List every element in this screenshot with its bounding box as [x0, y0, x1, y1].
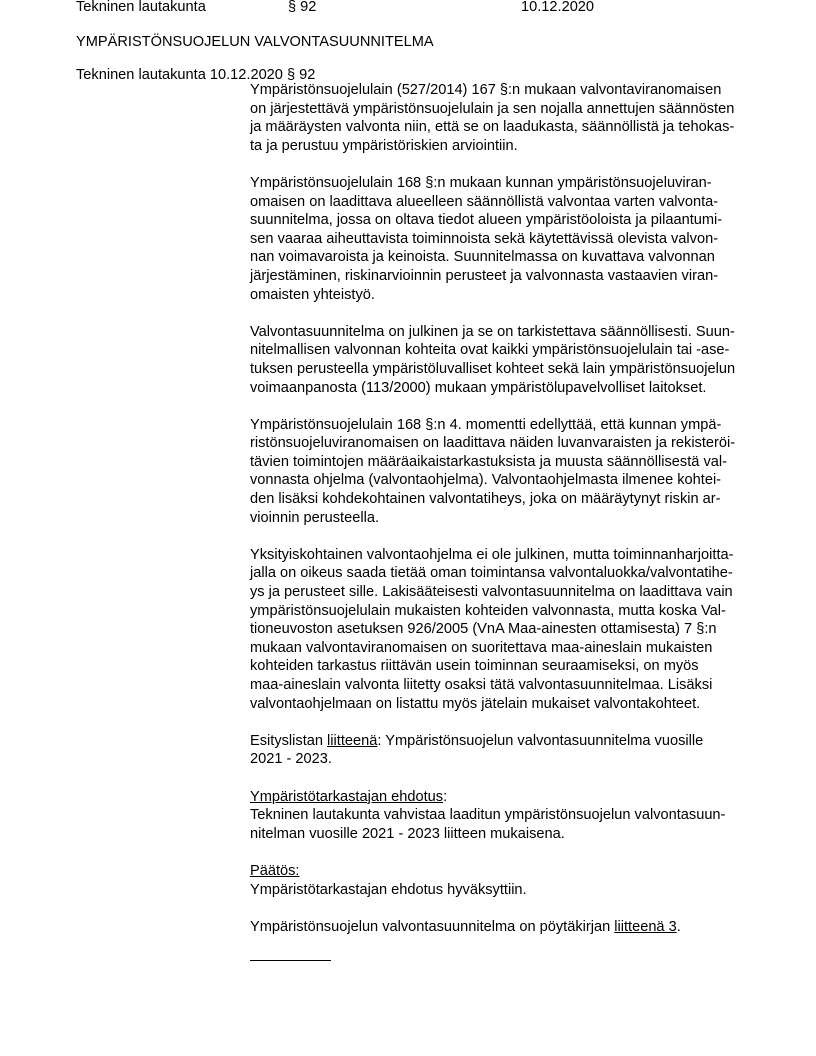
text-line: vioinnin perusteella.: [250, 509, 379, 526]
paragraph-4: [250, 416, 760, 528]
text-line: maa-aineslain valvonta liitetty osaksi tätä valvontasuunnitelmaa. Lisäksi: [250, 677, 713, 693]
text-line: omaisen on laadittava alueelleen säännöllistä valvontaa varten valvonta-: [250, 193, 719, 210]
appendix-suffix: .: [676, 918, 681, 935]
attachment-prefix: Esityslistan: [250, 732, 328, 749]
attachment-suffix: : Ympäristönsuojelun valvontasuunnitelma vuosille: [377, 732, 704, 749]
text-line: omaisten yhteistyö.: [250, 286, 375, 303]
proposal-colon: :: [443, 788, 448, 805]
attachment-link[interactable]: liitteenä: [327, 732, 378, 749]
proposal-text: nitelman vuosille 2021 - 2023 liitteen mukaisena.: [250, 825, 565, 842]
appendix-prefix: Ympäristönsuojelun valvontasuunnitelma on pöytäkirjan: [250, 918, 615, 935]
text-line: tioneuvoston asetuksen 926/2005 (VnA Maa-ainesten ottamisesta) 7 §:n: [250, 621, 717, 638]
text-line: voimaanpanosta (113/2000) mukaan ympäristölupavelvolliset laitokset.: [250, 379, 707, 396]
text-line: ja määräysten valvonta niin, että se on laadukasta, säännöllistä ja tehokas-: [250, 119, 735, 136]
attachment-note: [250, 732, 760, 769]
text-line: jalla on oikeus saada tietää oman toimintansa valvontaluokka/valvontatihe-: [250, 565, 733, 582]
decision-heading: Päätös:: [250, 862, 300, 879]
attachment-years: 2021 - 2023.: [250, 751, 332, 768]
header-date: 10.12.2020: [521, 0, 595, 15]
text-line: tuksen perusteella ympäristöluvalliset kohteet sekä lain ympäristönsuojelun: [250, 360, 736, 377]
proposal-section: [250, 788, 760, 844]
text-line: nan voimavaroista ja keinoista. Suunnitelmassa on kuvattava valvonnan: [250, 249, 715, 266]
paragraph-3: [250, 323, 760, 397]
header-section: § 92: [288, 0, 317, 15]
text-line: ta ja perustuu ympäristöriskien arviointiin.: [250, 137, 518, 154]
text-line: ys ja perusteet sille. Lakisääteisesti valvontasuunnitelma on laadittava vain: [250, 584, 733, 601]
proposal-heading-line: [250, 788, 760, 807]
text-line: Yksityiskohtainen valvontaohjelma ei ole julkinen, mutta toiminnanharjoitta-: [250, 546, 734, 563]
paragraph-2: [250, 174, 760, 304]
text-line: kohteiden tarkastus riittävän usein toiminnan seuraamiseksi, on myös: [250, 658, 699, 675]
text-line: Ympäristönsuojelulain 168 §:n mukaan kunnan ympäristönsuojeluviran-: [250, 174, 712, 191]
document-body: [250, 81, 760, 961]
appendix-link[interactable]: liitteenä 3: [614, 918, 677, 935]
appendix-note-line: [250, 918, 760, 937]
paragraph-1: [250, 81, 760, 155]
text-line: vonnasta ohjelma (valvontaohjelma). Valvontaohjelmasta ilmenee kohtei-: [250, 472, 722, 489]
text-line: Ympäristönsuojelulain (527/2014) 167 §:n mukaan valvontaviranomaisen: [250, 82, 722, 98]
meeting-reference: Tekninen lautakunta 10.12.2020 § 92: [76, 67, 316, 83]
paragraph-5: [250, 546, 760, 713]
text-line: suunnitelma, jossa on oltava tiedot alueen ympäristöoloista ja pilaantumi-: [250, 212, 723, 229]
attachment-note-line: [250, 732, 760, 751]
page-title: YMPÄRISTÖNSUOJELUN VALVONTASUUNNITELMA: [76, 34, 434, 50]
text-line: nitelmallisen valvonnan kohteita ovat kaikki ympäristönsuojelulain tai -ase-: [250, 342, 730, 359]
text-line: ristönsuojeluviranomaisen on laadittava näiden luvanvaraisten ja rekisteröi-: [250, 435, 736, 452]
text-line: valvontaohjelmaan on listattu myös jätelain mukaiset valvontakohteet.: [250, 695, 701, 712]
decision-section: [250, 862, 760, 899]
text-line: Valvontasuunnitelma on julkinen ja se on tarkistettava säännöllisesti. Suun-: [250, 323, 735, 340]
text-line: järjestäminen, riskinarvioinnin perusteet ja valvonnasta vastaavien viran-: [250, 267, 719, 284]
proposal-text: Tekninen lautakunta vahvistaa laaditun ympäristönsuojelun valvontasuun-: [250, 807, 726, 824]
closing-rule: [250, 960, 331, 961]
appendix-note: [250, 918, 760, 937]
text-line: Ympäristönsuojelulain 168 §:n 4. momentti edellyttää, että kunnan ympä-: [250, 416, 722, 433]
text-line: mukaan valvontaviranomaisen on suoritettava maa-aineslain mukaisten: [250, 639, 713, 656]
text-line: den lisäksi kohdekohtainen valvontatiheys, joka on määräytynyt riskin ar-: [250, 491, 721, 508]
proposal-heading: Ympäristötarkastajan ehdotus: [250, 788, 444, 805]
decision-text: Ympäristötarkastajan ehdotus hyväksyttiin.: [250, 881, 527, 898]
text-line: sen vaaraa aiheuttavista toiminnoista sekä käytettävissä olevista valvon-: [250, 230, 719, 247]
header-committee: Tekninen lautakunta: [76, 0, 206, 15]
text-line: tävien toimintojen määräaikaistarkastuksista ja muusta säännöllisestä val-: [250, 453, 727, 470]
document-header: [76, 0, 776, 18]
text-line: ympäristönsuojelulain mukaisten kohteiden valvonnasta, mutta koska Val-: [250, 602, 726, 619]
text-line: on järjestettävä ympäristönsuojelulain ja sen nojalla annettujen säännösten: [250, 100, 735, 117]
